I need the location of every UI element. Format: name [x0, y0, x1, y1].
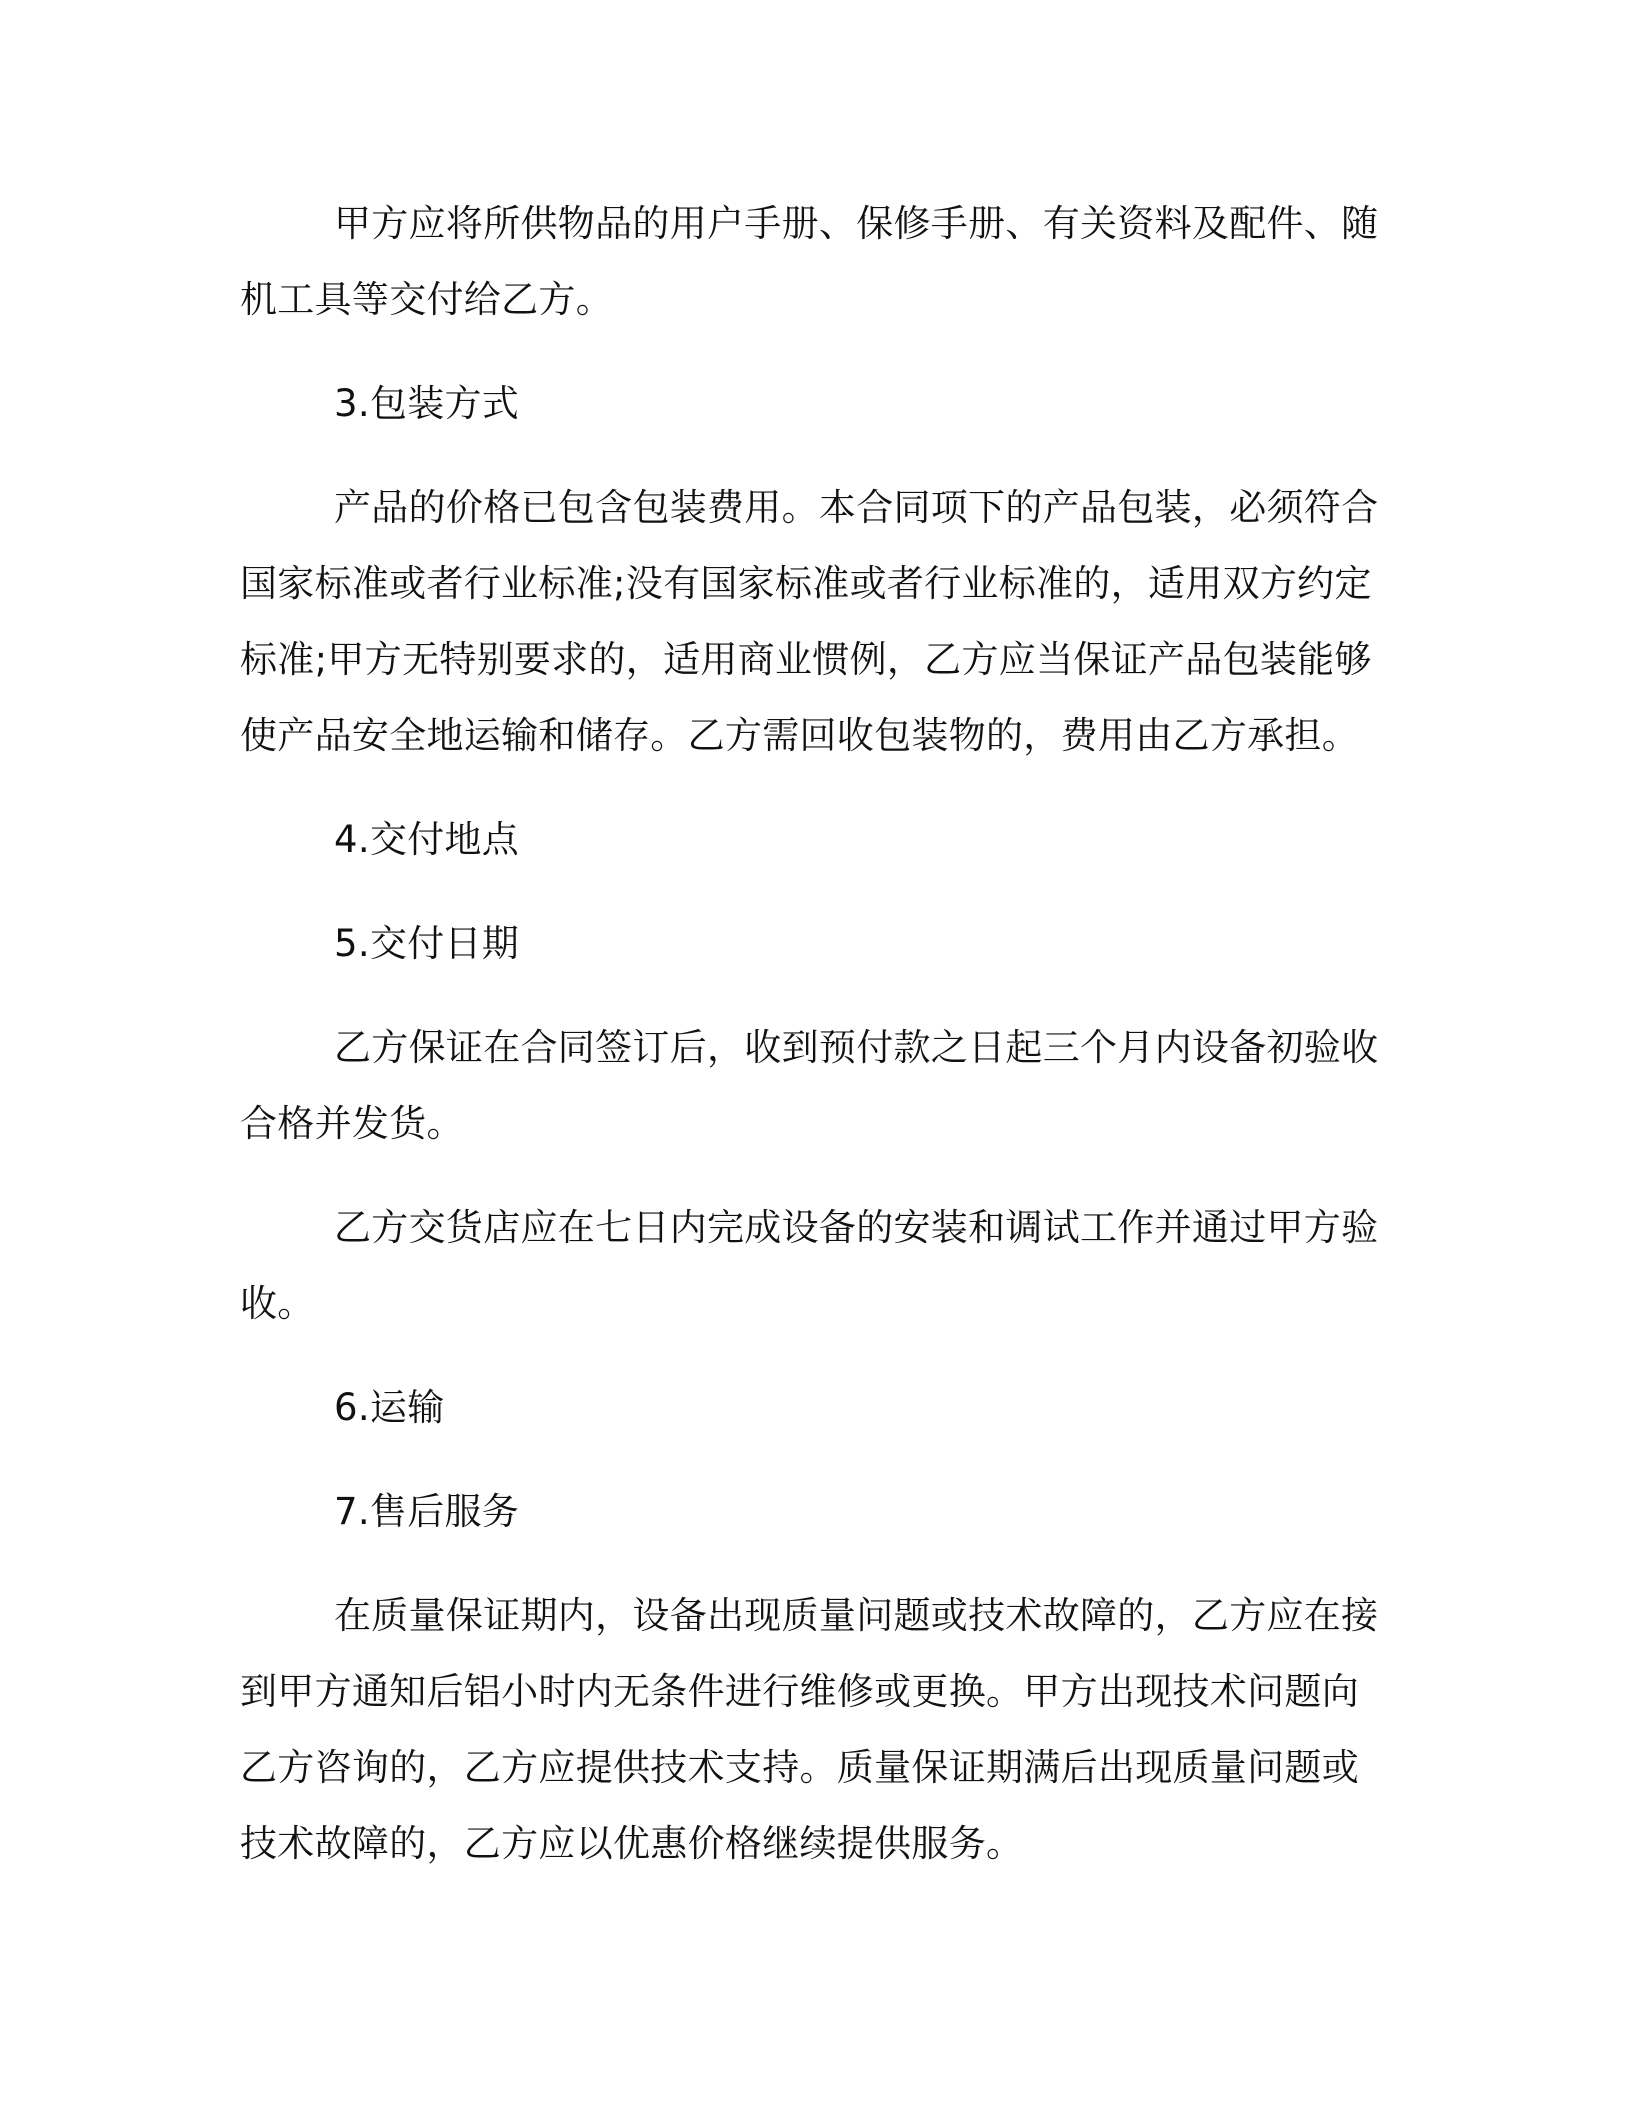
- paragraph-installation: 乙方交货店应在七日内完成设备的安装和调试工作并通过甲方验收。: [240, 1206, 1379, 1325]
- heading-delivery-location: 4.交付地点: [334, 818, 520, 861]
- heading-delivery-date: 5.交付日期: [334, 922, 520, 965]
- paragraph-after-sales: 在质量保证期内，设备出现质量问题或技术故障的，乙方应在接到甲方通知后铝小时内无条件进行维修或更换。甲方出现技术问题向乙方咨询的，乙方应提供技术支持。质量保证期满后出现质量问题或技术故障的，乙方应以优惠价格继续提供服务。: [240, 1594, 1379, 1865]
- heading-packaging: 3.包装方式: [334, 382, 520, 425]
- heading-transport: 6.运输: [334, 1386, 445, 1429]
- document-body: [240, 186, 1380, 1882]
- paragraph-delivery-date: 乙方保证在合同签订后，收到预付款之日起三个月内设备初验收合格并发货。: [240, 1026, 1379, 1145]
- paragraph-delivery-materials: 甲方应将所供物品的用户手册、保修手册、有关资料及配件、随机工具等交付给乙方。: [240, 202, 1379, 321]
- heading-after-sales: 7.售后服务: [334, 1490, 520, 1533]
- paragraph-packaging: 产品的价格已包含包装费用。本合同项下的产品包装，必须符合国家标准或者行业标准;没有国家标准或者行业标准的，适用双方约定标准;甲方无特别要求的，适用商业惯例，乙方应当保证产品包装能够使产品安全地运输和储存。乙方需回收包装物的，费用由乙方承担。: [240, 486, 1379, 757]
